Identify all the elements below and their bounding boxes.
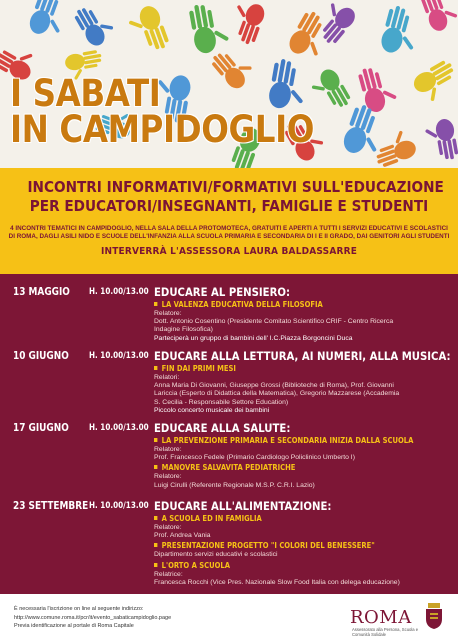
speaker-line: Lariccia (Esperto di Didattica della Matematica), Gregorio Mazzarese (Accademia [154,390,400,398]
speaker-announcement: INTERVERRÀ L'ASSESSORA LAURA BALDASSARRE [100,246,358,257]
session-heading: PRESENTAZIONE PROGETTO "I COLORI DEL BENESSERE" [154,541,409,551]
event-date: 23 SETTEMBRE [13,500,89,512]
session-heading: L'ORTO A SCUOLA [154,561,409,571]
event-time: H. 10.00/13.00 [89,351,149,361]
speaker-line: Luigi Cirulli (Referente Regionale M.S.P. C.R.I. Lazio) [154,481,315,489]
event-date: 17 GIUGNO [13,422,69,434]
registration-info [14,605,171,631]
department-line: Assessorato alla Persona, Scuola e [352,627,419,632]
title-line-1: I SABATI [10,72,161,115]
event-title: EDUCARE AL PENSIERO: [154,285,291,299]
speaker-label: Relatori: [154,374,180,381]
bullet-icon [154,563,157,567]
session-heading: A SCUOLA ED IN FAMIGLIA [154,514,409,524]
event-body [154,422,454,490]
registration-line: Previa identificazione al portale di Roma Capitale [14,623,134,629]
description [0,225,458,241]
event-time: H. 10.00/13.00 [89,287,149,297]
session-note: Piccolo concerto musicale dei bambini [154,406,270,414]
headline [27,178,444,216]
department-line: Comunità Solidale [352,632,386,637]
bullet-icon [154,516,157,520]
session [154,463,454,489]
session-note: Parteciperà un gruppo di bambini dell' I.C.Piazza Borgoncini Duca [154,334,353,342]
hero-banner [0,0,458,168]
event-schedule [0,274,458,594]
speaker-line: Prof. Francesco Fedele (Primario Cardiologo Policlinico Umberto I) [154,454,355,462]
event-time: H. 10.00/13.00 [89,423,149,433]
speaker-line: Francesca Rocchi (Vice Pres. Nazionale Slow Food Italia con delega educazione) [154,578,400,586]
session [154,561,454,587]
session-heading: MANOVRE SALVAVITA PEDIATRICHE [154,463,409,473]
speaker-label: Relatore: [154,310,182,317]
speaker-line: Anna Maria Di Giovanni, Giuseppe Grossi (Biblioteche di Roma), Prof. Giovanni [154,382,394,390]
event-series-title [10,72,314,151]
roma-crest-icon [424,603,444,629]
session [154,436,454,462]
title-line-2: IN CAMPIDOGLIO [10,108,314,151]
session-heading: LA PREVENZIONE PRIMARIA E SECONDARIA INIZIA DALLA SCUOLA [154,436,409,446]
speaker-label: Relatore: [154,524,182,531]
session-organizer: Dipartimento servizi educativi e scolastici [154,551,278,559]
event-time: H. 10.00/13.00 [89,501,149,511]
registration-line: È necessaria l'iscrizione on line al seguente indirizzo: [14,606,144,612]
speaker-line: Dott. Antonio Cosentino (Presidente Comitato Scientifico CRIF - Centro Ricerca [154,318,394,326]
event-body [154,286,454,343]
event-date: 13 MAGGIO [13,286,70,298]
speaker-line: Indagine Filosofica) [154,326,213,334]
speaker-line: S. Cecilia - Responsabile Settore Education) [154,398,289,406]
event-title: EDUCARE ALL'ALIMENTAZIONE: [154,499,332,513]
bullet-icon [154,543,157,547]
speaker-label: Relatore: [154,446,182,453]
session [154,541,454,559]
event-date: 10 GIUGNO [13,350,69,362]
intro-header [0,168,458,274]
session [154,300,454,343]
bullet-icon [154,465,157,469]
event-title: EDUCARE ALLA LETTURA, AI NUMERI, ALLA MUSICA: [154,349,451,363]
session-heading: LA VALENZA EDUCATIVA DELLA FILOSOFIA [154,300,409,310]
roma-logo-text: ROMA [350,607,412,628]
footer [0,594,458,644]
event-body [154,500,454,587]
headline-line-2: PER EDUCATORI/INSEGNANTI, FAMIGLIE E STUDENTI [29,197,429,215]
speaker-label: Relatrice: [154,570,183,578]
event-title: EDUCARE ALLA SALUTE: [154,421,291,435]
session [154,364,454,415]
session [154,514,454,540]
registration-url[interactable]: http://www.comune.roma.it/pcr/it/evento_sabaticampidoglio.page [14,614,172,621]
event-body [154,350,454,415]
speaker-line: Prof. Andrea Vania [154,532,211,540]
description-line-1: 4 INCONTRI TEMATICI IN CAMPIDOGLIO, NELLA SALA DELLA PROTOMOTECA, GRATUITI E APERTI A TUTTI I SERVIZI EDUCATIVI E SCOLASTICI [10,225,448,232]
bullet-icon [154,366,157,370]
description-line-2: DI ROMA, DAGLI ASILI NIDO E SCUOLE DELL'INFANZIA ALLA SCUOLA PRIMARIA E SECONDARIA DI I E II GRADO, DAI GENITORI AGLI STUDENTI [8,233,450,240]
speaker-label: Relatore: [154,473,182,481]
bullet-icon [154,302,157,306]
headline-line-1: INCONTRI INFORMATIVI/FORMATIVI SULL'EDUCAZIONE [27,178,444,196]
bullet-icon [154,438,157,442]
session-heading: FIN DAI PRIMI MESI [154,364,409,374]
